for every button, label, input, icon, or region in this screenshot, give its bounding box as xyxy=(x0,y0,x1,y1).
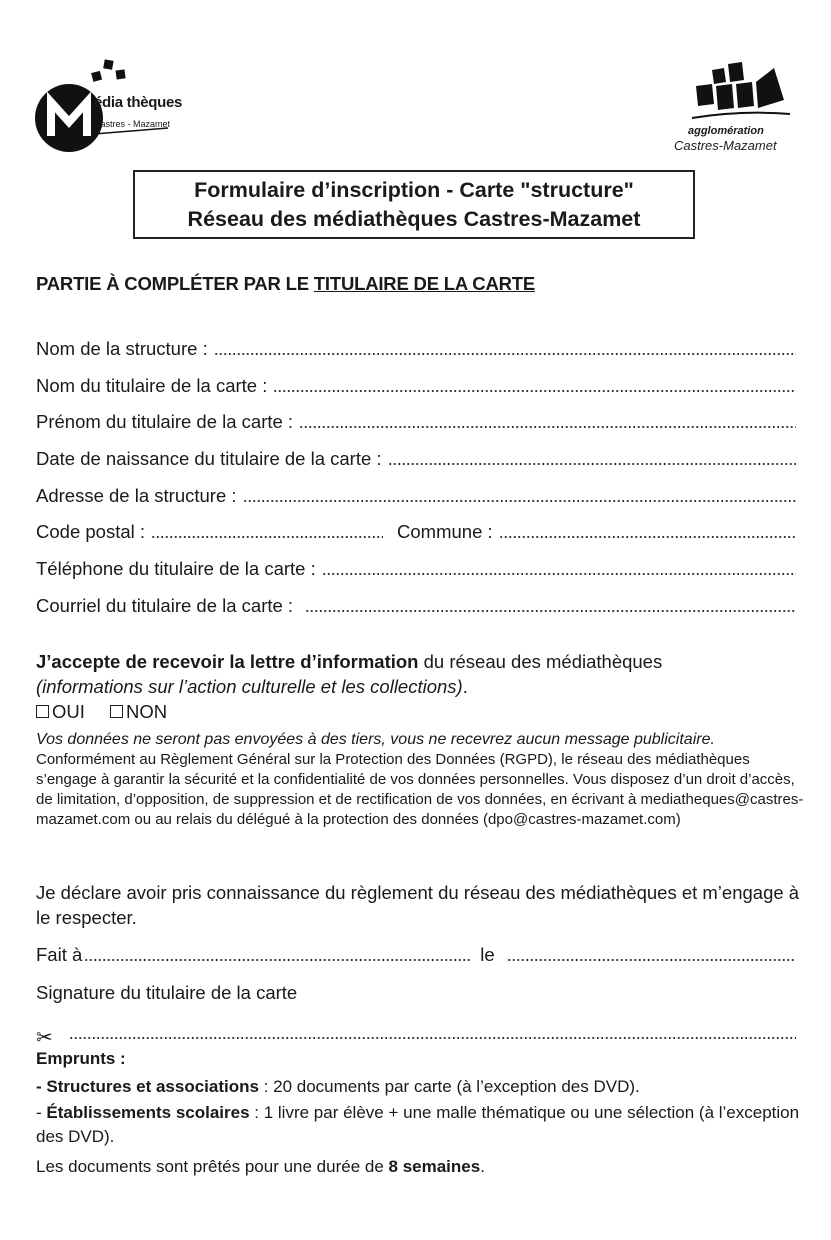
newsletter-options xyxy=(36,699,806,724)
loans-duration xyxy=(36,1154,806,1179)
postal-code-line[interactable] xyxy=(151,535,383,539)
loans-duration-bold: 8 semaines xyxy=(388,1157,481,1176)
city-label: Commune : xyxy=(397,521,493,542)
birthdate-label: Date de naissance du titulaire de la carte : xyxy=(36,448,382,469)
loans-schools-dash: - xyxy=(36,1103,47,1122)
address-field[interactable] xyxy=(36,483,796,507)
newsletter-consent-rest: du réseau des médiathèques xyxy=(418,651,663,672)
email-label: Courriel du titulaire de la carte : xyxy=(36,595,294,616)
phone-label: Téléphone du titulaire de la carte : xyxy=(36,558,316,579)
no-label: NON xyxy=(126,701,168,722)
loans-structures xyxy=(36,1074,806,1099)
loans-duration-prefix: Les documents sont prêtés pour une durée de xyxy=(36,1157,389,1176)
yes-option[interactable] xyxy=(36,701,85,722)
birthdate-line[interactable] xyxy=(388,462,796,466)
logo-left-subtitle: Castres - Mazamet xyxy=(94,119,171,129)
holder-firstname-field[interactable] xyxy=(36,409,796,433)
loans-duration-suffix: . xyxy=(480,1157,485,1176)
structure-name-field[interactable] xyxy=(36,336,796,360)
no-checkbox[interactable] xyxy=(110,705,123,718)
agglomeration-logo xyxy=(672,60,802,156)
newsletter-consent-bold: J’accepte de recevoir la lettre d’information xyxy=(36,651,419,672)
holder-lastname-line[interactable] xyxy=(273,389,796,393)
yes-label: OUI xyxy=(52,701,85,722)
newsletter-consent-period: . xyxy=(462,676,468,697)
no-option[interactable] xyxy=(110,701,167,722)
holder-lastname-label: Nom du titulaire de la carte : xyxy=(36,375,268,396)
city-line[interactable] xyxy=(499,535,796,539)
loans-heading xyxy=(36,1046,806,1071)
newsletter-consent xyxy=(36,649,806,699)
holder-firstname-label: Prénom du titulaire de la carte : xyxy=(36,411,294,432)
logo-left-title: édia thèques xyxy=(94,94,183,111)
logo-right-title: agglomération xyxy=(688,125,764,137)
address-label: Adresse de la structure : xyxy=(36,485,237,506)
date-line[interactable] xyxy=(507,958,796,962)
holder-firstname-line[interactable] xyxy=(299,425,796,429)
made-at-line[interactable] xyxy=(84,958,470,962)
privacy-notice-italic xyxy=(36,730,806,750)
structure-name-line[interactable] xyxy=(214,352,796,356)
loans-structures-bold: - Structures et associations xyxy=(36,1077,259,1096)
postal-city-row xyxy=(36,519,796,543)
phone-line[interactable] xyxy=(322,572,796,576)
form-title-box xyxy=(133,170,695,239)
signature-label: Signature du titulaire de la carte xyxy=(36,982,298,1003)
email-field[interactable] xyxy=(36,593,796,617)
scissors-icon: ✂ xyxy=(36,1027,53,1049)
postal-code-label: Code postal : xyxy=(36,521,146,542)
place-date-row xyxy=(36,942,796,966)
cut-line xyxy=(36,1020,796,1049)
structure-name-label: Nom de la structure : xyxy=(36,338,208,359)
logo-right-subtitle: Castres-Mazamet xyxy=(674,138,777,153)
loans-schools-rest: : 1 livre par élève + une malle thématique ou une sélection (à l’exception des DVD). xyxy=(36,1103,800,1146)
loans-heading-text: Emprunts : xyxy=(36,1049,126,1068)
section-heading xyxy=(36,273,535,295)
loans-structures-rest: : 20 documents par carte (à l’exception des DVD). xyxy=(258,1077,640,1096)
mediatheques-logo xyxy=(34,58,184,154)
address-line[interactable] xyxy=(243,499,796,503)
made-at-label: Fait à xyxy=(36,944,83,965)
email-line[interactable] xyxy=(305,609,796,613)
loans-schools-bold: Établissements scolaires xyxy=(46,1103,250,1122)
phone-field[interactable] xyxy=(36,556,796,580)
privacy-notice-body: Conformément au Règlement Général sur la Protection des Données (RGPD), le réseau des médiathèques s’engage à garantir la sécurité et la confidentialité de vos données personnelles. Vous disposez d’un droit d’accès, de limitation, d’opposition, de suppression et de rectification de vos données, en écrivant à mediatheques@castres-mazamet.com ou au relais du délégué à la protection des données (dpo@castres-mazamet.com) xyxy=(36,751,804,828)
declaration-text: Je déclare avoir pris connaissance du règlement du réseau des médiathèques et m’engage à le respecter. xyxy=(36,882,800,928)
agglomeration-logo-mark xyxy=(672,60,802,126)
yes-checkbox[interactable] xyxy=(36,705,49,718)
section-heading-underlined: TITULAIRE DE LA CARTE xyxy=(313,273,536,294)
privacy-italic-text: Vos données ne seront pas envoyées à des tiers, vous ne recevrez aucun message publicitaire. xyxy=(36,731,715,748)
cut-dotted-line xyxy=(69,1036,796,1040)
date-label: le xyxy=(480,944,495,965)
holder-lastname-field[interactable] xyxy=(36,373,796,397)
form-title: Formulaire d’inscription - Carte "structure" xyxy=(194,178,634,202)
section-heading-prefix: PARTIE À COMPLÉTER PAR LE xyxy=(36,273,314,294)
loans-schools xyxy=(36,1101,806,1149)
newsletter-consent-italic: (informations sur l’action culturelle et les collections) xyxy=(36,676,463,697)
birthdate-field[interactable] xyxy=(36,446,796,470)
form-subtitle: Réseau des médiathèques Castres-Mazamet xyxy=(187,207,641,231)
